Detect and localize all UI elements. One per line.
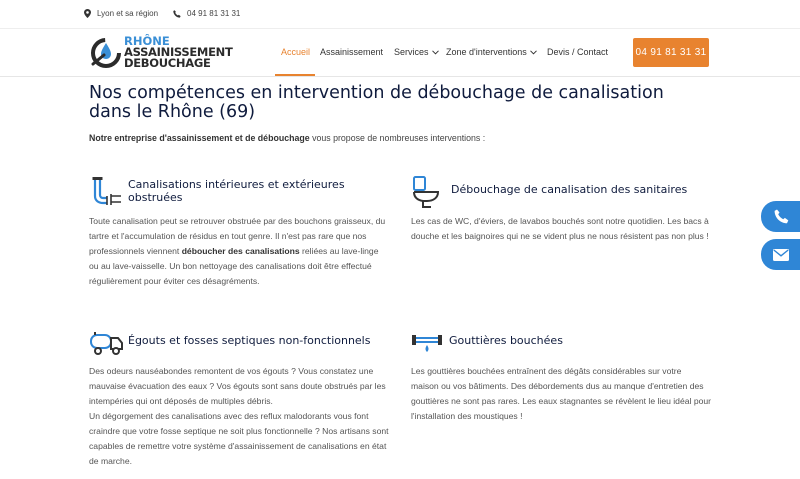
card-body-part: Des odeurs nauséabondes remontent de vos égouts ? Vous constatez une mauvaise évacuation des eaux ? Vos égouts sont sans doute obstrués par les intempéries qui ont déposés de multiples débris. [89,366,386,406]
card-body [89,214,389,289]
nav-label: Zone d'interventions [446,47,527,57]
logo-line-3: DEBOUCHAGE [124,56,211,70]
logo-text [124,36,233,69]
pipes-icon [89,176,123,206]
toilet-icon [411,176,441,208]
map-pin-icon [84,9,91,18]
top-bar [0,0,800,28]
card-body [89,364,389,469]
logo-line-1: RHÔNE [124,34,170,48]
location-info [84,9,158,18]
logo-emblem-icon [90,37,122,69]
floating-mail-button[interactable] [761,239,800,270]
intro-rest: vous propose de nombreuses interventions : [309,133,486,143]
gutter-icon [411,330,443,354]
site-logo[interactable] [90,36,250,72]
card-body: Les cas de WC, d'éviers, de lavabos bouchés sont notre quotidien. Les bacs à douche et les baignoires qui ne se vident plus ne nous résistent pas non plus ! [411,216,709,241]
page-title: Nos compétences en intervention de débouchage de canalisation dans le Rhône (69) [89,83,664,122]
phone-icon [774,209,789,224]
chevron-down-icon [530,50,537,55]
floating-call-button[interactable] [761,201,800,232]
nav-label: Accueil [281,47,311,57]
card-title: Gouttières bouchées [449,334,563,347]
location-text: Lyon et sa région [97,9,159,18]
card-body-part: Un dégorgement des canalisations avec des reflux malodorants vous font craindre que votre fosse septique ne soit plus fonctionnelle ? Nos artisans sont capables de remettre votre système d'assainissement de canalisations en état de marche. [89,411,389,466]
nav-label: Devis / Contact [547,47,609,57]
chevron-down-icon [432,50,439,55]
nav-item-zone[interactable] [446,47,537,57]
nav-item-accueil[interactable] [281,47,310,57]
phone-text[interactable]: 04 91 81 31 31 [187,9,241,18]
card-body-link: déboucher des canalisations [181,246,300,256]
intro-text [89,133,485,143]
nav-label: Services [394,47,429,57]
card-body-part: reliées au lave-linge ou au lave-vaisselle. Un bon nettoyage des canalisations doit être effectué régulièrement pour éviter ces désagréments. [89,246,379,286]
phone-info[interactable] [173,9,240,18]
card-body-part: Toute canalisation peut se retrouver obstruée par des bouchons graisseux, du tartre et l'accumulation de résidus en tout genre. Il n'est pas rare que nos professionnels viennent [89,216,386,256]
card-title: Débouchage de canalisation des sanitaires [451,183,688,196]
call-button[interactable]: 04 91 81 31 31 [633,38,709,67]
nav-item-services[interactable] [394,47,439,57]
phone-icon [173,10,181,18]
header-divider [0,76,800,77]
card-title: Canalisations intérieures et extérieures obstruées [128,178,345,204]
nav-item-devis-contact[interactable] [547,47,608,57]
nav-item-assainissement[interactable] [320,47,383,57]
card-body: Les gouttières bouchées entraînent des dégâts considérables sur votre maison ou vos bâtiments. Des débordements dus au manque d'entretien des gouttières ne sont pas rares. Les eaux stagnantes se révèlent le lieu idéal pour l'installation des moustiques ! [411,366,712,421]
envelope-icon [773,249,789,261]
septic-truck-icon [89,330,125,356]
nav-label: Assainissement [320,47,384,57]
card-title: Égouts et fosses septiques non-fonctionnels [128,334,371,347]
intro-bold: Notre entreprise d'assainissement et de débouchage [89,133,310,143]
nav-active-indicator [275,74,315,76]
logo-line-2: ASSAINISSEMENT [124,45,233,59]
